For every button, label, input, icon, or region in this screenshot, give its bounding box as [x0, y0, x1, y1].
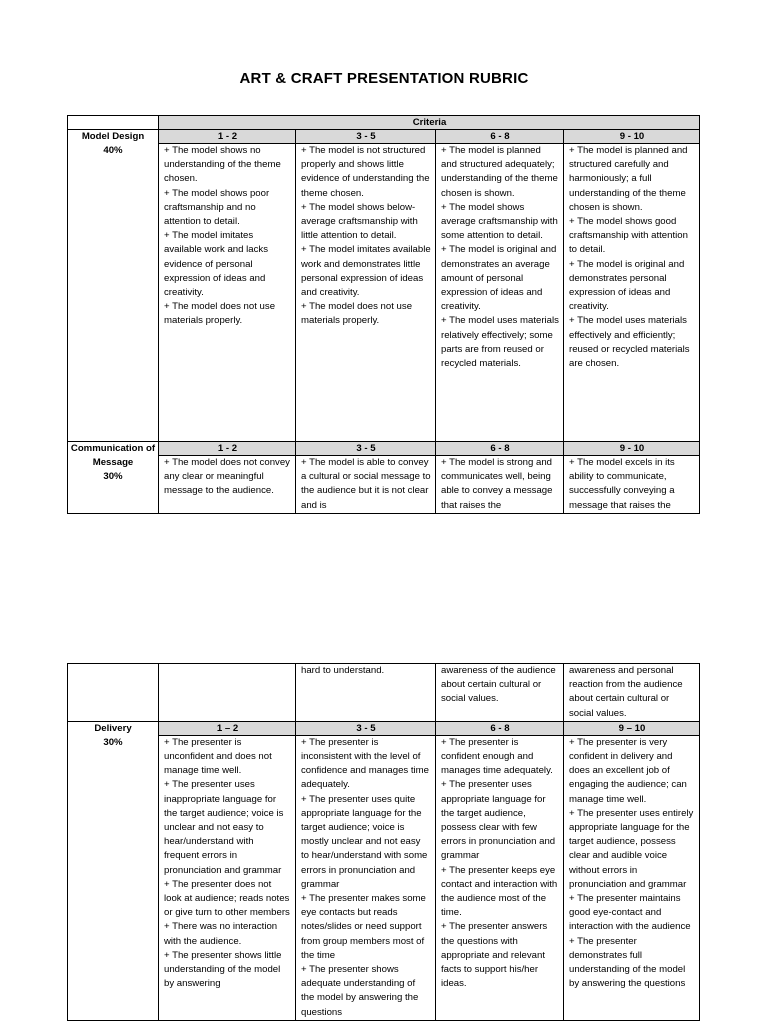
descriptor-cell: awareness and personal reaction from the audience about certain cultural or social values.	[564, 664, 700, 722]
criterion-communication	[68, 442, 159, 514]
descriptor-cell: + The presenter is confident enough and manages time adequately. + The presenter uses appropriate language for the target audience, possess clear with few errors in pronunciation and grammar + The presenter keeps eye contact and interaction with the audience most of the time. + The presenter answers the questions with appropriate and relevant facts to support his/her ideas.	[436, 735, 564, 1020]
band-header: 1 - 2	[159, 442, 296, 456]
rubric-table-page-1	[67, 115, 700, 514]
criterion-weight: 40%	[103, 145, 123, 157]
descriptor-cell: + The presenter is very confident in delivery and does an excellent job of engaging the audience; can manage time well. + The presenter uses entirely appropriate language for the target audience, possess clear and audible voice without errors in pronunciation and grammar + The presenter maintains good eye-contact and interaction with the audience + The presenter demonstrates full understanding of the model by answering the questions	[564, 735, 700, 1020]
descriptor-cell: + The model shows no understanding of the theme chosen. + The model shows poor craftsmanship and no attention to detail. + The model imitates available work and lacks evidence of personal expression of ideas and creativity. + The model does not use materials properly.	[159, 144, 296, 442]
descriptor-cell: + The presenter is unconfident and does not manage time well. + The presenter uses inappropriate language for the target audience; voice is unclear and not easy to hear/understand with frequent errors in pronunciation and grammar + The presenter does not look at audience; reads notes or give turn to other members + There was no interaction with the audience. + The presenter shows little understanding of the model by answering	[159, 735, 296, 1020]
descriptor-cell: + The model is planned and structured adequately; understanding of the theme chosen is shown. + The model shows average craftsmanship with some attention to detail. + The model is original and demonstrates an average amount of personal expression of ideas and creativity. + The model uses materials relatively effectively; some parts are from reused or recycled materials.	[436, 144, 564, 442]
descriptor-cell: + The model excels in its ability to communicate, successfully conveying a message that raises the	[564, 456, 700, 514]
empty-criterion-cell	[68, 664, 159, 722]
criterion-name: Communication of Message	[70, 443, 156, 469]
criteria-header: Criteria	[159, 116, 700, 130]
band-header: 6 - 8	[436, 442, 564, 456]
band-header: 6 - 8	[436, 130, 564, 144]
band-header: 9 - 10	[564, 130, 700, 144]
band-header: 3 - 5	[296, 442, 436, 456]
criterion-weight: 30%	[103, 471, 123, 483]
empty-corner-cell	[68, 116, 159, 130]
criterion-name: Model Design	[81, 131, 145, 142]
descriptor-cell: + The model does not convey any clear or meaningful message to the audience.	[159, 456, 296, 514]
band-header: 1 – 2	[159, 721, 296, 735]
descriptor-cell: + The model is strong and communicates well, being able to convey a message that raises the	[436, 456, 564, 514]
descriptor-cell: + The model is able to convey a cultural or social message to the audience but it is not clear and is	[296, 456, 436, 514]
criterion-model-design	[68, 130, 159, 442]
descriptor-cell: + The model is not structured properly and shows little evidence of understanding the theme chosen. + The model shows below-average craftsmanship with little attention to detail. + The model imitates available work and demonstrates little personal expression of ideas and creativity. + The model does not use materials properly.	[296, 144, 436, 442]
band-header: 1 - 2	[159, 130, 296, 144]
criterion-delivery	[68, 721, 159, 1020]
descriptor-cell: hard to understand.	[296, 664, 436, 722]
descriptor-cell: + The presenter is inconsistent with the level of confidence and manages time adequately. + The presenter uses quite appropriate language for the target audience; voice is mostly unclear and not easy to hear/understand with some errors in pronunciation and grammar + The presenter makes some eye contacts but reads notes/slides or need support from group members most of the time + The presenter shows adequate understanding of the model by answering the questions	[296, 735, 436, 1020]
descriptor-cell	[159, 664, 296, 722]
criterion-name: Delivery	[94, 722, 132, 734]
band-header: 6 - 8	[436, 721, 564, 735]
band-header: 3 - 5	[296, 721, 436, 735]
rubric-table-page-2	[67, 663, 700, 1021]
band-header: 9 - 10	[564, 442, 700, 456]
page-title: ART & CRAFT PRESENTATION RUBRIC	[239, 70, 529, 87]
band-header: 3 - 5	[296, 130, 436, 144]
descriptor-cell: awareness of the audience about certain cultural or social values.	[436, 664, 564, 722]
descriptor-cell: + The model is planned and structured carefully and harmoniously; a full understanding of the theme chosen is shown. + The model shows good craftsmanship with attention to detail. + The model is original and demonstrates personal expression of ideas and creativity. + The model uses materials effectively and efficiently; reused or recycled materials are chosen.	[564, 144, 700, 442]
band-header: 9 – 10	[564, 721, 700, 735]
criterion-weight: 30%	[103, 737, 123, 749]
